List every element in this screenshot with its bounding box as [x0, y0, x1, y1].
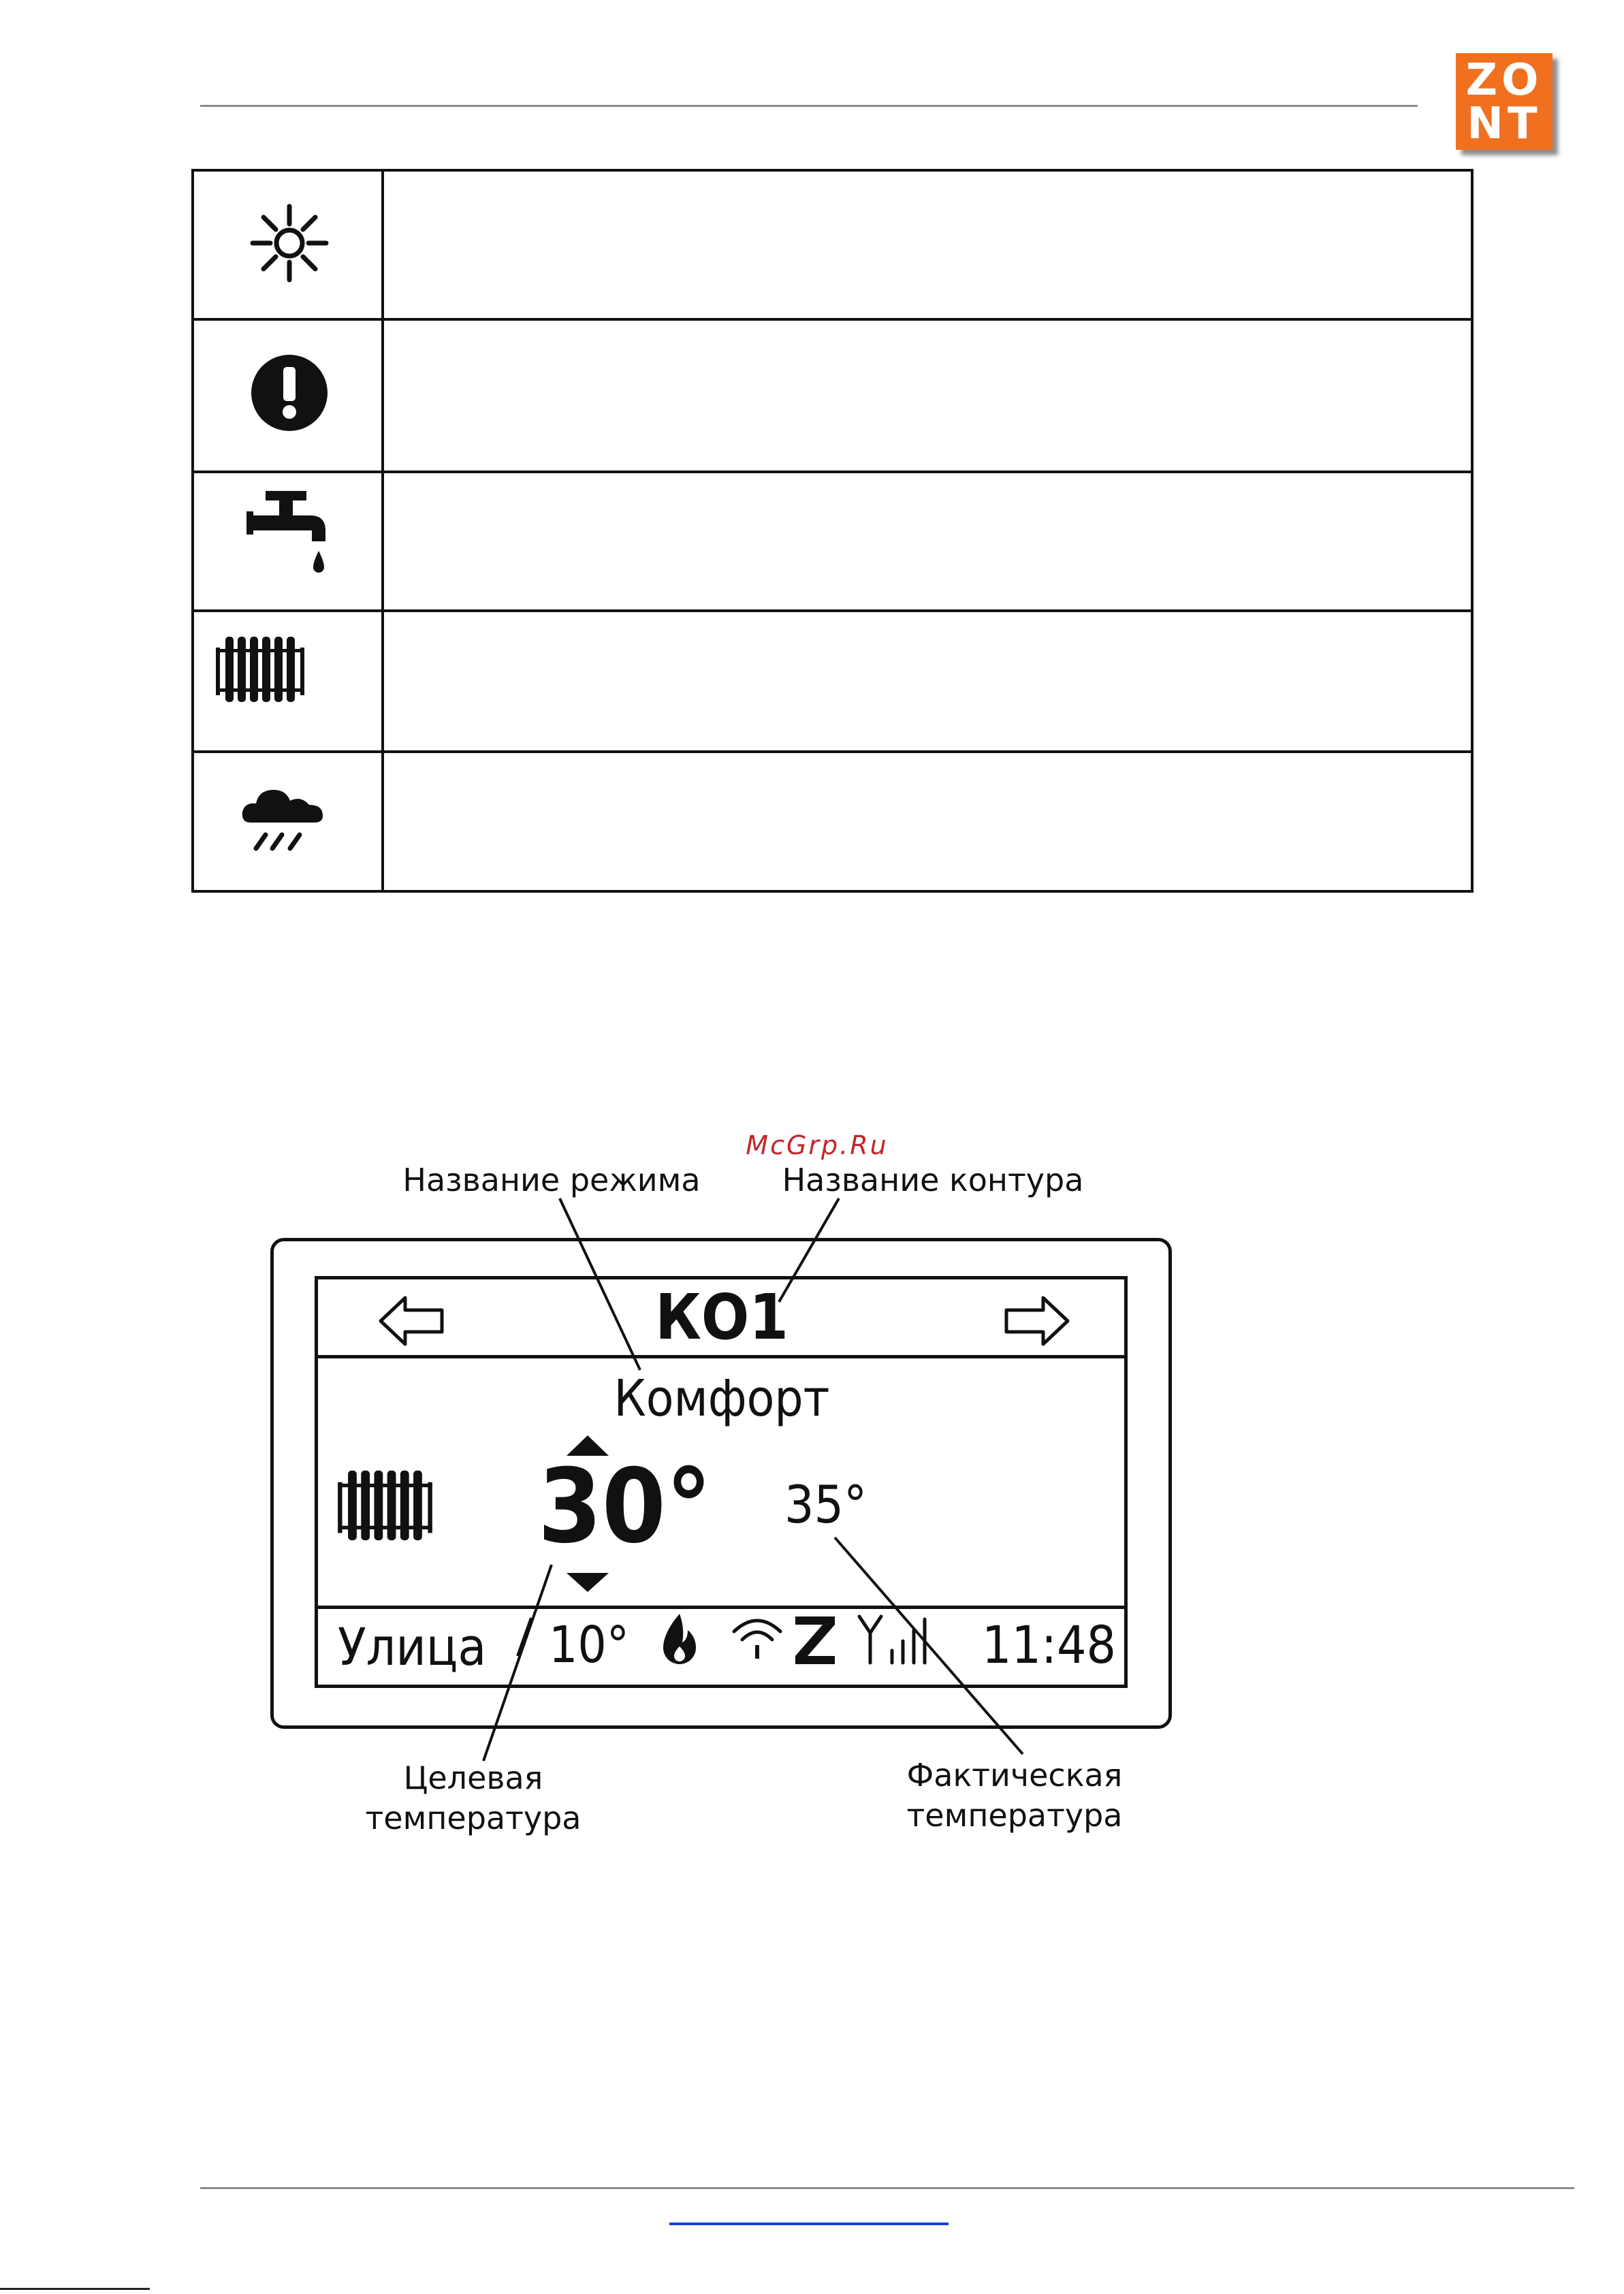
icon-cell	[194, 612, 384, 750]
icon-cell	[194, 321, 384, 471]
arrow-right-icon[interactable]	[1002, 1294, 1070, 1348]
callout-target-temp-line1: Целевая	[403, 1759, 543, 1796]
callout-circuit-name: Название контура	[782, 1162, 1084, 1198]
icon-cell	[194, 753, 384, 890]
faucet-icon	[245, 488, 334, 590]
description-cell	[384, 473, 1471, 609]
table-row	[194, 750, 1471, 890]
footer-edge-strip	[0, 2288, 150, 2290]
footer-link[interactable]	[669, 2223, 949, 2225]
zont-logo	[1456, 53, 1553, 150]
callout-target-temp-line2: температура	[365, 1800, 582, 1836]
description-cell	[384, 172, 1471, 318]
watermark: McGrp.Ru	[746, 1130, 889, 1160]
logo-line-2: NT	[1467, 99, 1542, 149]
radiator-icon	[214, 630, 317, 712]
signal-icon	[857, 1612, 932, 1667]
target-temperature: 30°	[538, 1448, 712, 1566]
screen-divider-bottom	[315, 1606, 1128, 1609]
icon-cell	[194, 473, 384, 609]
description-cell	[384, 753, 1471, 890]
description-cell	[384, 612, 1471, 750]
icon-cell	[194, 172, 384, 318]
callout-actual-temp-line2: температура	[906, 1797, 1123, 1834]
table-row	[194, 471, 1471, 609]
logo-line-1: ZO	[1465, 55, 1543, 106]
footer-rule	[200, 2187, 1574, 2189]
temp-down-arrow[interactable]	[564, 1570, 611, 1595]
description-cell	[384, 321, 1471, 471]
actual-temperature: 35°	[784, 1474, 867, 1535]
outdoor-temperature: 10°	[549, 1616, 629, 1674]
radiator-icon	[336, 1463, 445, 1551]
wifi-icon	[730, 1612, 784, 1660]
table-row	[194, 609, 1471, 750]
screen-divider-top	[315, 1355, 1128, 1358]
clock: 11:48	[982, 1614, 1117, 1675]
alert-icon	[249, 352, 330, 434]
callout-mode-name: Название режима	[402, 1162, 701, 1198]
mode-name: Комфорт	[614, 1369, 830, 1428]
icon-legend-table	[191, 169, 1474, 893]
zont-z-icon	[791, 1612, 839, 1667]
header-rule	[200, 105, 1418, 107]
circuit-name: КО1	[655, 1281, 789, 1354]
rain-cloud-icon	[238, 780, 334, 862]
callout-actual-temp-line1: Фактическая	[906, 1757, 1123, 1794]
sun-icon	[249, 202, 330, 284]
table-row	[194, 172, 1471, 318]
outdoor-label: Улица	[338, 1616, 487, 1677]
flame-icon	[658, 1612, 701, 1667]
table-row	[194, 318, 1471, 471]
arrow-left-icon[interactable]	[378, 1294, 446, 1348]
